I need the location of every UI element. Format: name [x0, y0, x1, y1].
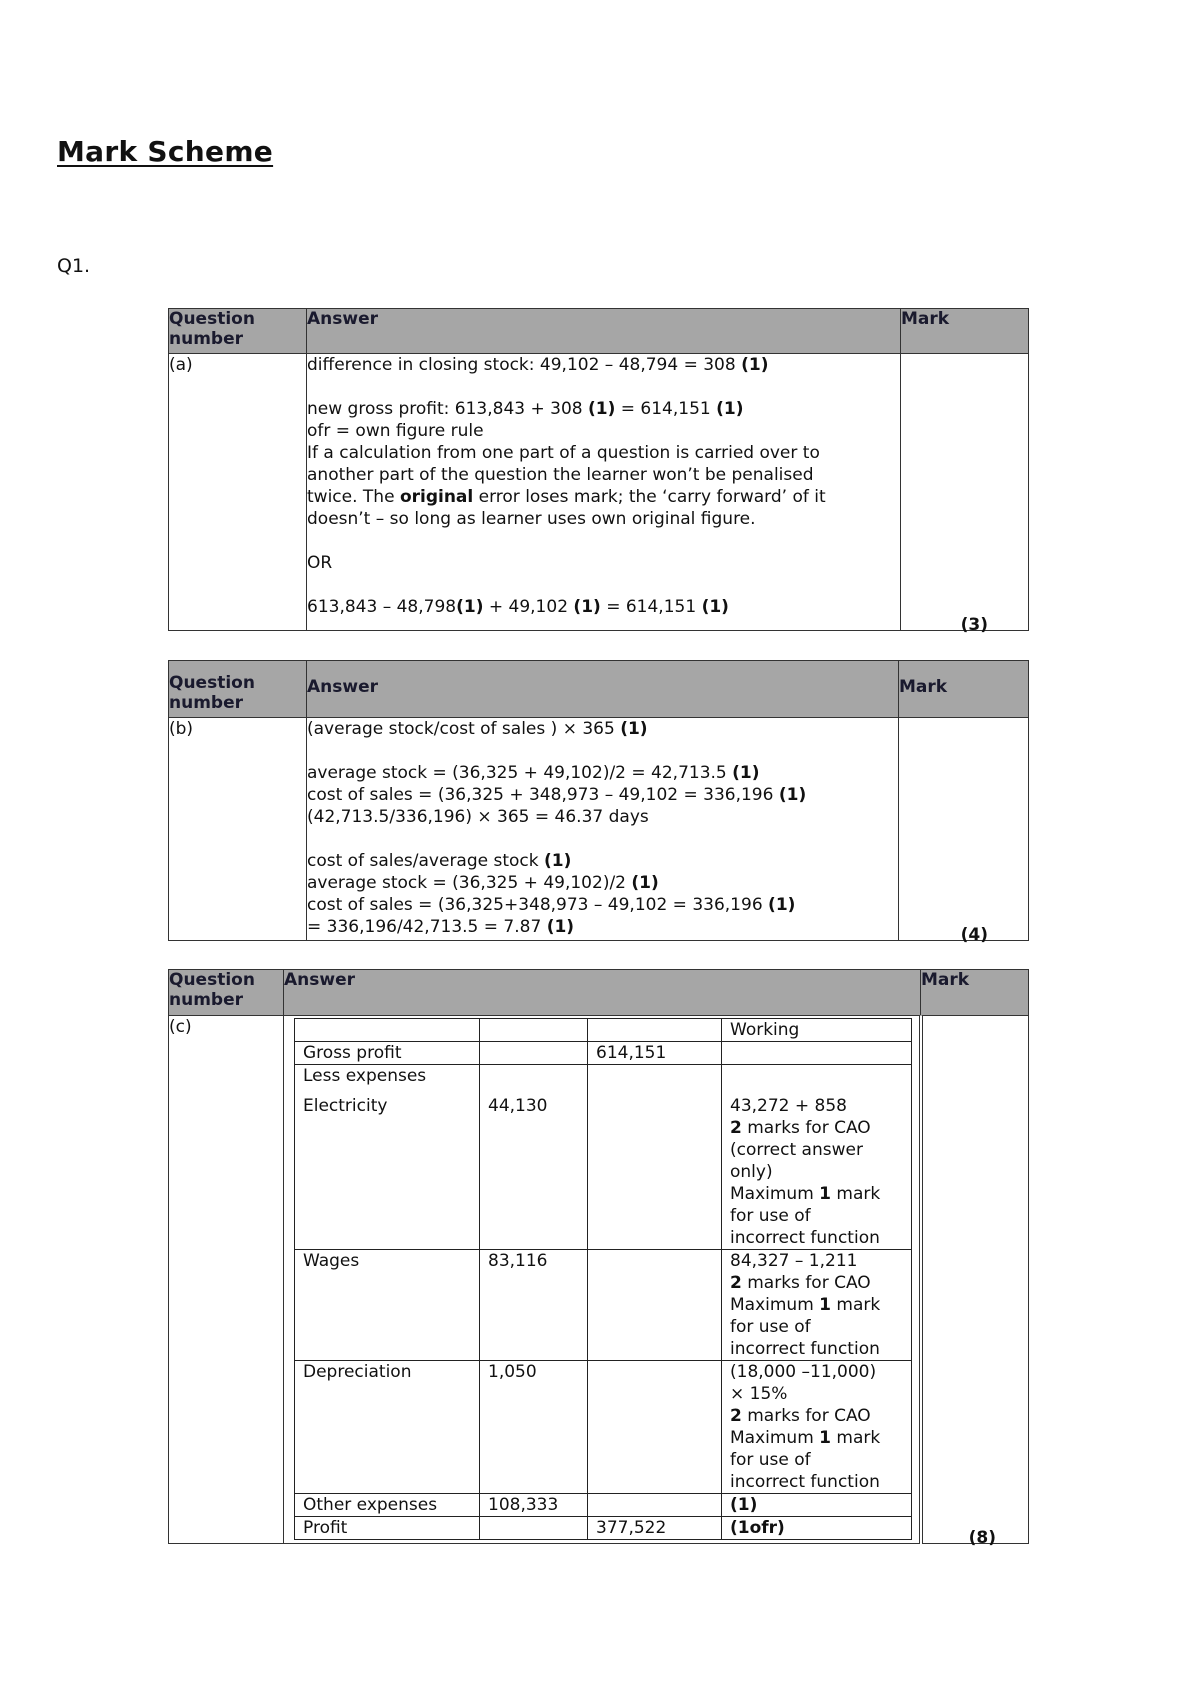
answer-line: difference in closing stock: 49,102 – 48,794 = 308 (1) [307, 355, 769, 375]
mark-cell [901, 354, 1029, 635]
row-item: Other expenses [295, 1494, 480, 1517]
mark-table-part-b [168, 660, 1029, 945]
question-label: Q1. [57, 255, 91, 277]
mark-total: (4) [960, 925, 988, 945]
answer-line: average stock = (36,325 + 49,102)/2 (1) [307, 873, 659, 893]
row-total [588, 1361, 722, 1494]
row-total [588, 1065, 722, 1250]
row-item: Wages [295, 1250, 480, 1361]
mark-cell [899, 718, 1029, 945]
answer-line: cost of sales = (36,325 + 348,973 – 49,102 = 336,196 (1) [307, 785, 807, 805]
answer-cell [284, 1016, 921, 1544]
answer-line: another part of the question the learner won’t be penalised [307, 465, 814, 485]
row-working [722, 1042, 912, 1065]
header-question-number: Question number [169, 309, 307, 354]
table-row [295, 1042, 912, 1065]
income-statement-table [294, 1018, 912, 1540]
row-amount [480, 1517, 588, 1540]
row-working: 84,327 – 1,211 2 marks for CAO Maximum 1 mark for use of incorrect function [722, 1250, 912, 1361]
row-item: Less expenses Electricity [295, 1065, 480, 1250]
row-amount: 83,116 [480, 1250, 588, 1361]
answer-line: If a calculation from one part of a question is carried over to [307, 443, 820, 463]
mark-cell [921, 1016, 1029, 1548]
answer-line: 613,843 – 48,798(1) + 49,102 (1) = 614,151 (1) [307, 597, 729, 617]
table-row [295, 1361, 912, 1494]
header-mark: Mark [899, 661, 1029, 718]
row-item: Profit [295, 1517, 480, 1540]
row-total: 614,151 [588, 1042, 722, 1065]
answer-line: twice. The original error loses mark; the ‘carry forward’ of it [307, 487, 826, 507]
row-amount: 108,333 [480, 1494, 588, 1517]
table-row [295, 1250, 912, 1361]
header-mark: Mark [901, 309, 1029, 354]
mark-total: (3) [960, 615, 988, 635]
answer-line: cost of sales = (36,325+348,973 – 49,102 = 336,196 (1) [307, 895, 796, 915]
page-title: Mark Scheme [57, 135, 274, 168]
question-part-label: (a) [169, 354, 307, 631]
answer-cell [307, 354, 901, 631]
row-working: 43,272 + 858 2 marks for CAO (correct answer only) Maximum 1 mark for use of incorrect function [722, 1065, 912, 1250]
header-answer: Answer [307, 309, 901, 354]
mark-table-part-a [168, 308, 1029, 635]
table-row [295, 1019, 912, 1042]
answer-line: ofr = own figure rule [307, 421, 484, 441]
table-row [295, 1494, 912, 1517]
table-row [295, 1517, 912, 1540]
answer-line: doesn’t – so long as learner uses own original figure. [307, 509, 756, 529]
answer-line: average stock = (36,325 + 49,102)/2 = 42,713.5 (1) [307, 763, 760, 783]
table-row [295, 1065, 912, 1250]
row-total [588, 1494, 722, 1517]
row-total [588, 1250, 722, 1361]
question-part-label: (c) [169, 1016, 284, 1544]
answer-cell [307, 718, 899, 941]
row-total: 377,522 [588, 1517, 722, 1540]
header-mark: Mark [921, 970, 1029, 1016]
header-question-number: Question number [169, 661, 307, 718]
working-header: Working [722, 1019, 912, 1042]
row-working: (18,000 –11,000) × 15% 2 marks for CAO Maximum 1 mark for use of incorrect function [722, 1361, 912, 1494]
answer-line: new gross profit: 613,843 + 308 (1) = 614,151 (1) [307, 399, 744, 419]
header-answer: Answer [284, 970, 921, 1016]
mark-total: (8) [968, 1528, 996, 1548]
answer-line: cost of sales/average stock (1) [307, 851, 572, 871]
row-working: (1) [722, 1494, 912, 1517]
header-answer: Answer [307, 661, 899, 718]
row-amount [480, 1042, 588, 1065]
mark-table-part-c [168, 969, 1029, 1548]
row-amount: 1,050 [480, 1361, 588, 1494]
row-item: Depreciation [295, 1361, 480, 1494]
header-question-number: Question number [169, 970, 284, 1016]
answer-line: = 336,196/42,713.5 = 7.87 (1) [307, 917, 575, 937]
row-working: (1ofr) [722, 1517, 912, 1540]
answer-line: OR [307, 553, 333, 573]
row-amount: 44,130 [480, 1065, 588, 1250]
answer-line: (average stock/cost of sales ) × 365 (1) [307, 719, 648, 739]
row-item: Gross profit [295, 1042, 480, 1065]
question-part-label: (b) [169, 718, 307, 941]
answer-line: (42,713.5/336,196) × 365 = 46.37 days [307, 807, 649, 827]
